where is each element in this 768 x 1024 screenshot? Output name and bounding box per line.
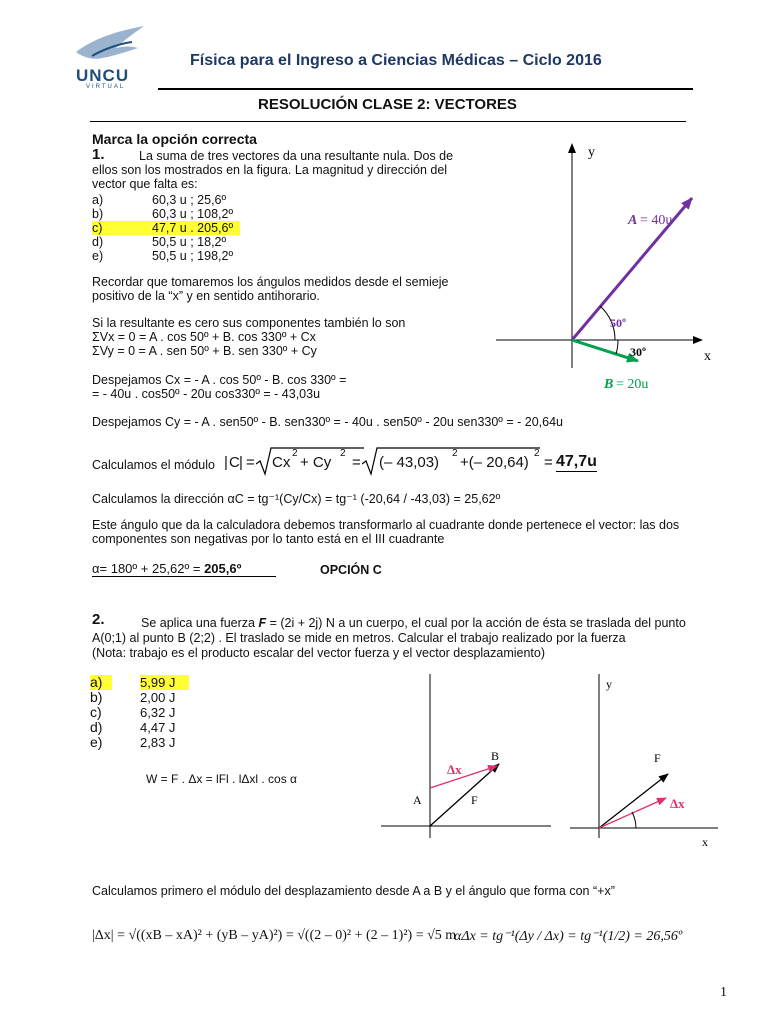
q2-statement-3: (Nota: trabajo es el producto escalar del vector fuerza y el vector desplazamiento): [92, 646, 546, 660]
fig1-angle-a: 50º: [610, 316, 626, 330]
q2-option-c: [90, 705, 175, 720]
q2-statement-1c: = (2i + 2j) N a un cuerpo, el cual por la acción de ésta se traslada del punto: [266, 616, 686, 630]
q1-option-value: 60,3 u ; 25,6º: [152, 193, 227, 207]
q2-statement-1a: Se aplica una fuerza: [141, 616, 259, 630]
fig3-y-label: y: [606, 677, 612, 691]
q2-option-key: e): [90, 734, 103, 750]
q2-statement-2: A(0;1) al punto B (2;2) . El traslado se mide en metros. Calcular el trabajo realizado por la fuerza: [92, 631, 626, 645]
q1-statement-2: ellos son los mostrados en la figura. La magnitud y dirección del: [92, 163, 448, 177]
q1-statement-3: vector que falta es:: [92, 177, 198, 191]
q1-statement-1: La suma de tres vectores da una resultante nula. Dos de: [139, 149, 454, 163]
fig1-a-label: A: [628, 213, 638, 228]
fig2-dx-label: Δx: [447, 762, 462, 777]
q1-option-key: c): [92, 221, 103, 235]
q2-option-value: 4,47 J: [140, 720, 176, 735]
vector-b: [572, 340, 638, 361]
modulus-lhs: C: [229, 454, 240, 471]
logo-subtext: VIRTUAL: [86, 84, 126, 90]
fig3-f-label: F: [654, 751, 661, 765]
q2-option-e: [90, 735, 175, 750]
q2-option-key: d): [90, 719, 103, 735]
q2-option-b: [90, 690, 175, 705]
q2-statement-1: [141, 616, 686, 630]
q2-option-value: 2,83 J: [140, 735, 176, 750]
course-title: Física para el Ingreso a Ciencias Médicas – Ciclo 2016: [190, 52, 602, 69]
q2-alpha-formula: αΔx = tg⁻¹(Δy / Δx) = tg⁻¹(1/2) = 26,56º: [454, 929, 683, 944]
q1-final-eq: α= 180º + 25,62º =: [92, 561, 205, 576]
fig3-x-label: x: [702, 835, 708, 849]
document-title: RESOLUCIÓN CLASE 2: VECTORES: [258, 96, 517, 113]
figure-vectors-ab: [490, 138, 730, 398]
q1-option-key: e): [92, 249, 104, 263]
q2-option-value: 5,99 J: [140, 675, 189, 690]
q2-force-symbol: F: [258, 616, 267, 630]
fig1-angle-b: 30º: [630, 345, 646, 359]
modulus-n1: (– 43,03): [379, 454, 440, 471]
q1-number: 1.: [92, 146, 105, 163]
figure-force-angle: [568, 668, 728, 854]
q1-option-c: [92, 221, 240, 235]
q2-option-key: b): [90, 689, 103, 705]
q1-direction: Calculamos la dirección αC = tg⁻¹(Cy/Cx) = tg⁻¹ (-20,64 / -43,03) = 25,62º: [92, 492, 501, 506]
figure-force-displacement: [375, 668, 555, 844]
title-underline: [90, 121, 686, 122]
q1-note-1: Recordar que tomaremos los ángulos medidos desde el semieje: [92, 275, 449, 289]
q1-option-e: [92, 249, 233, 263]
fig1-b-value: = 20u: [616, 377, 649, 392]
q2-option-a: [90, 675, 189, 690]
logo-text: UNCU: [76, 66, 130, 85]
q1-option-a: [92, 193, 226, 207]
fig2-point-a: A: [413, 793, 422, 807]
q1-option-value: 47,7 u . 205,6º: [152, 221, 234, 235]
q2-number: 2.: [92, 611, 105, 628]
q1-heading: Marca la opción correcta: [92, 131, 257, 147]
fig3-dx-label: Δx: [670, 796, 685, 811]
q1-sum-intro: Si la resultante es cero sus componentes también lo son: [92, 316, 406, 330]
fig2-displacement-vector: [430, 766, 497, 788]
page-number: 1: [720, 985, 727, 1000]
fig1-y-label: y: [588, 145, 595, 160]
bird-icon: [72, 22, 152, 70]
q1-modulus-result: 47,7u: [556, 453, 597, 470]
uncu-logo: [72, 22, 152, 92]
q1-cy: Despejamos Cy = - A . sen50º - B. sen330º = - 40u . sen50º - 20u sen330º = - 20,64u: [92, 415, 563, 429]
fig2-force-vector: [430, 764, 499, 826]
q2-option-value: 6,32 J: [140, 705, 176, 720]
q1-option-key: b): [92, 207, 104, 221]
q1-option-d: [92, 235, 226, 249]
q2-displacement-intro: Calculamos primero el módulo del desplazamiento desde A a B y el ángulo que forma con “+x”: [92, 884, 615, 898]
q1-option-value: 60,3 u ; 108,2º: [152, 207, 234, 221]
fig1-x-label: x: [704, 349, 711, 364]
modulus-n2: +(– 20,64): [460, 454, 529, 471]
q1-option-value: 50,5 u ; 18,2º: [152, 235, 227, 249]
fig2-f-label: F: [471, 793, 478, 807]
q1-option-value: 50,5 u ; 198,2º: [152, 249, 234, 263]
q2-option-key: a): [90, 675, 112, 690]
q1-final-option: OPCIÓN C: [320, 563, 382, 577]
fig1-a-value: = 40u: [640, 213, 673, 228]
q1-sum-y: ΣVy = 0 = A . sen 50º + B. sen 330º + Cy: [92, 344, 317, 358]
q1-modulus-equation: | C | = Cx 2 + Cy 2 = (– 43,03) 2 +(– 20,64) 2 =: [224, 444, 584, 478]
fig3-angle-arc: [632, 812, 636, 828]
q1-final-answer: [92, 561, 276, 577]
modulus-cx: Cx: [272, 454, 291, 471]
fig2-point-b: B: [491, 749, 500, 763]
q2-option-d: [90, 720, 175, 735]
q1-quadrant-1: Este ángulo que da la calculadora debemos transformarlo al cuadrante donde pertenece el vector: las dos: [92, 518, 680, 532]
q1-note-2: positivo de la “x” y en sentido antihorario.: [92, 289, 320, 303]
header-rule: [158, 88, 693, 90]
q1-quadrant-2: componentes son negativas por lo tanto está en el III cuadrante: [92, 532, 445, 546]
angle-arc-b: [616, 340, 618, 354]
q1-option-key: a): [92, 193, 104, 207]
q2-option-value: 2,00 J: [140, 690, 176, 705]
fig1-b-label: B: [604, 377, 614, 392]
q2-displacement-formula: |Δx| = √((xB – xA)² + (yB – yA)²) = √((2 – 0)² + (2 – 1)²) = √5 m: [92, 928, 457, 943]
q2-option-key: c): [90, 704, 102, 720]
q1-option-key: d): [92, 235, 104, 249]
modulus-cy: + Cy: [300, 454, 332, 471]
q1-final-value: 205,6º: [204, 561, 242, 576]
q1-cx-2: = - 40u . cos50º - 20u cos330º = - 43,03u: [92, 387, 321, 401]
q2-work-formula: W = F . Δx = lFl . lΔxl . cos α: [146, 772, 297, 786]
q1-option-b: [92, 207, 233, 221]
q1-sum-x: ΣVx = 0 = A . cos 50º + B. cos 330º + Cx: [92, 330, 316, 344]
q1-cx-1: Despejamos Cx = - A . cos 50º - B. cos 330º =: [92, 373, 347, 387]
fig3-force-vector: [599, 774, 668, 828]
q1-modulus-label: Calculamos el módulo: [92, 458, 215, 472]
